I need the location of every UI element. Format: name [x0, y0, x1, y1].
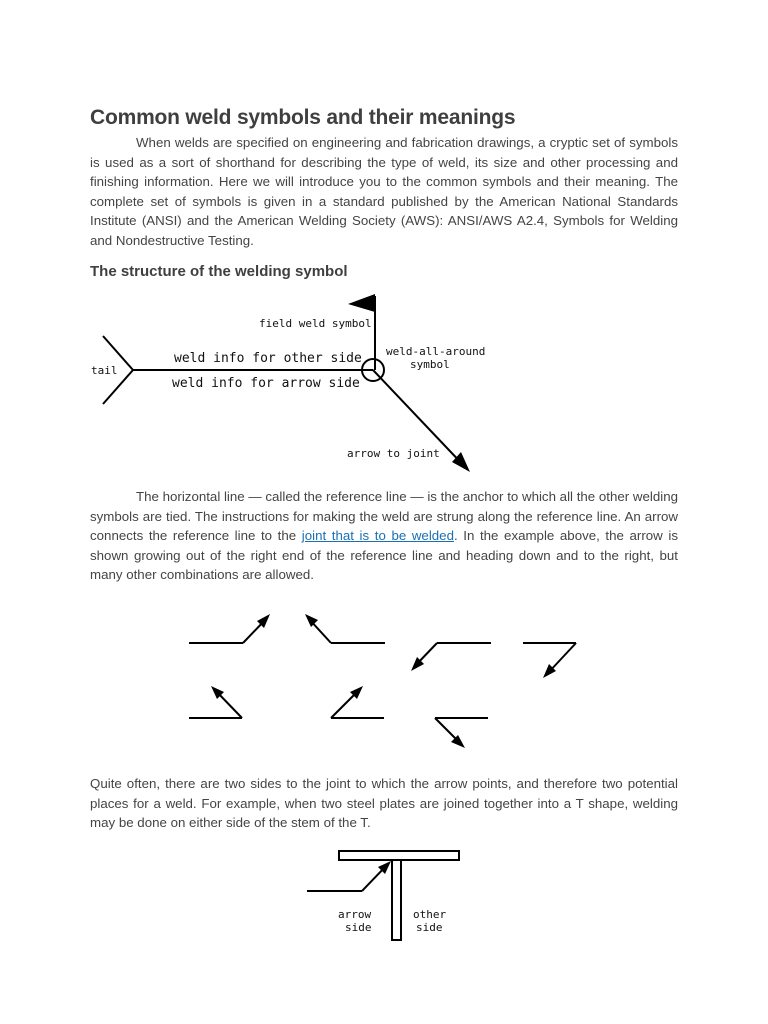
weld-all-around-label-2: symbol: [410, 358, 450, 371]
combo-4: [523, 643, 576, 678]
intro-paragraph: When welds are specified on engineering and fabrication drawings, a cryptic set of symbols is used as a sort of shorthand for describing the type of weld, its size and other processing and finishing information. Here we will introduce you to the common symbols and their meaning. The complete set of symbols is given in a standard published by the American National Standards Institute (ANSI) and the American Welding Society (AWS): ANSI/AWS A2.4, Symbols for Welding and Nondestructive Testing.: [90, 135, 678, 248]
combo-2: [305, 614, 385, 643]
tail-label: tail: [91, 364, 118, 377]
two-sides-paragraph: Quite often, there are two sides to the joint to which the arrow points, and therefore two potential places for a weld. For example, when two steel plates are joined together into a T shape, welding may be done on either side of the stem of the T.: [90, 776, 678, 830]
reference-para-text-2: . In the example above, the arrow is shown growing out of the right end of the reference line and heading down and to the right, but many other combinations are allowed.: [90, 528, 678, 582]
combo-1: [189, 614, 270, 643]
other-side-label-2: side: [416, 921, 443, 934]
page-title: Common weld symbols and their meanings: [90, 106, 516, 129]
arrow-side-label: weld info for arrow side: [172, 376, 360, 391]
section-heading: The structure of the welding symbol: [90, 263, 348, 280]
combo-6: [331, 686, 384, 718]
other-side-label-1: other: [413, 908, 447, 921]
combo-5: [189, 686, 242, 718]
arrow-side-label-2: side: [345, 921, 372, 934]
combo-3: [411, 643, 491, 671]
t-joint-diagram: [307, 851, 459, 940]
reference-para-text-1: The horizontal line — called the reference line — is the anchor to which all the other welding symbols are tied. The instructions for making the weld are strung along the reference line. An arrow connects the reference line to the: [90, 489, 678, 543]
field-weld-symbol-label: field weld symbol: [259, 317, 372, 330]
weld-all-around-label: weld-all-around: [386, 345, 486, 358]
t-joint-stem: [392, 860, 401, 940]
field-weld-flag-icon: [348, 294, 375, 312]
other-side-label: weld info for other side: [174, 351, 362, 366]
reference-line-paragraph: [90, 487, 678, 585]
arrow-to-joint-label: arrow to joint: [347, 447, 440, 460]
arrow-combinations-diagram: [189, 614, 576, 748]
combo-7: [435, 718, 488, 748]
arrow-side-label-1: arrow: [338, 908, 372, 921]
t-joint-top-plate: [339, 851, 459, 860]
joint-link[interactable]: joint that is to be welded: [301, 528, 454, 543]
